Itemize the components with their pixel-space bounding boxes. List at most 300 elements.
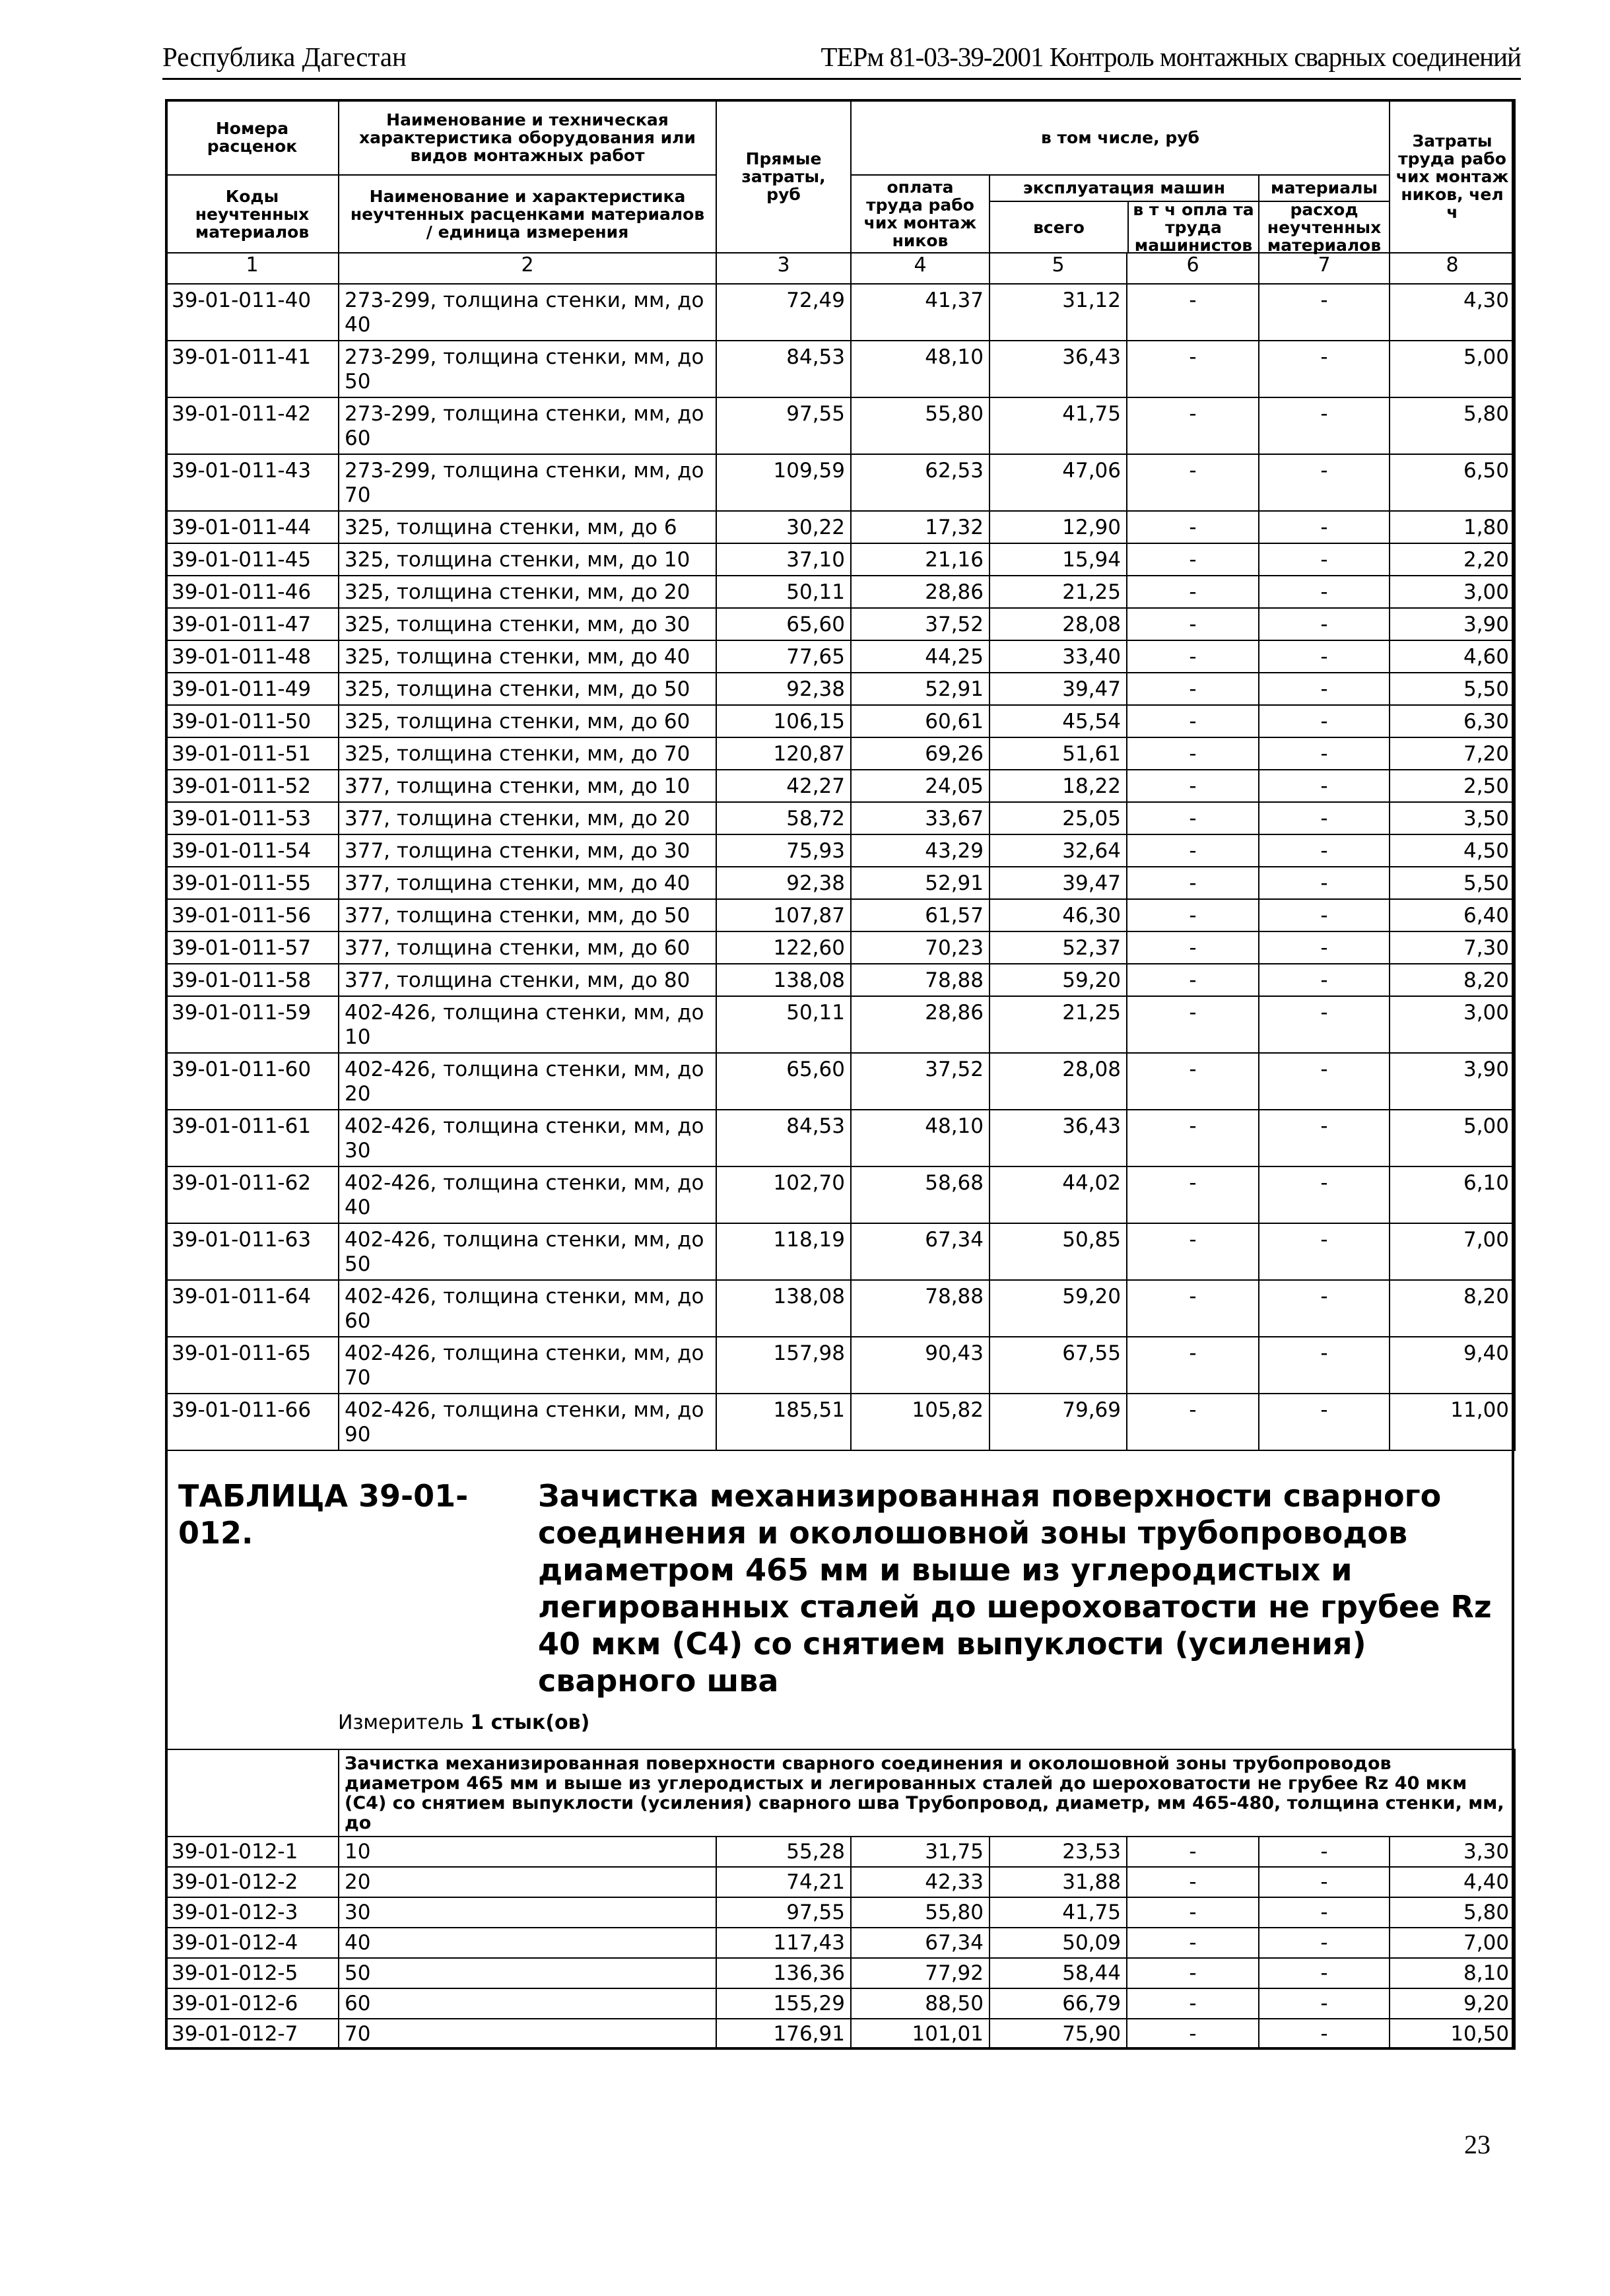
- cell-3: 55,28: [716, 1837, 851, 1867]
- cell-4: 78,88: [851, 1280, 989, 1337]
- cell-2: 40: [339, 1928, 716, 1958]
- cell-6: -: [1127, 1110, 1259, 1166]
- cell-1: 39-01-012-5: [166, 1958, 339, 1988]
- cell-7: -: [1259, 770, 1390, 802]
- cell-7: -: [1259, 673, 1390, 705]
- col-direct-costs: Прямые затраты, руб: [716, 100, 851, 253]
- cell-6: -: [1127, 284, 1259, 341]
- cell-7: -: [1259, 1280, 1390, 1337]
- machines-label: эксплуатация машин: [990, 176, 1258, 202]
- unit-label: Измеритель: [338, 1711, 464, 1734]
- cell-1: 39-01-011-54: [166, 834, 339, 867]
- cell-4: 52,91: [851, 867, 989, 899]
- cell-8: 5,00: [1390, 1110, 1515, 1166]
- cell-3: 138,08: [716, 964, 851, 996]
- column-number: 4: [851, 253, 989, 284]
- cell-3: 92,38: [716, 867, 851, 899]
- cell-1: 39-01-011-48: [166, 640, 339, 673]
- cell-6: -: [1127, 1223, 1259, 1280]
- cell-1: 39-01-011-47: [166, 608, 339, 640]
- table-description: Зачистка механизированная поверхности сварного соединения и околошовной зоны трубопроводов диаметром 465 мм и выше из углеродистых и легированных сталей до шероховатости не грубее Rz 40 мкм (С4) со снятием выпуклости (усиления) сварного шва Трубопровод, диаметр, мм 465-480, толщина стенки, мм, до: [339, 1749, 1515, 1837]
- cell-1: 39-01-011-43: [166, 454, 339, 511]
- cell-6: -: [1127, 576, 1259, 608]
- cell-8: 7,00: [1390, 1223, 1515, 1280]
- cell-5: 50,85: [989, 1223, 1127, 1280]
- cell-3: 185,51: [716, 1394, 851, 1450]
- cell-5: 36,43: [989, 1110, 1127, 1166]
- cell-3: 50,11: [716, 996, 851, 1053]
- cell-5: 41,75: [989, 1897, 1127, 1928]
- cell-8: 5,80: [1390, 1897, 1515, 1928]
- cell-6: -: [1127, 1280, 1259, 1337]
- cell-1: 39-01-012-2: [166, 1867, 339, 1897]
- cell-3: 84,53: [716, 1110, 851, 1166]
- cell-3: 97,55: [716, 1897, 851, 1928]
- cell-8: 6,40: [1390, 899, 1515, 931]
- cell-4: 17,32: [851, 511, 989, 543]
- cell-8: 1,80: [1390, 511, 1515, 543]
- cell-7: -: [1259, 1867, 1390, 1897]
- cell-8: 11,00: [1390, 1394, 1515, 1450]
- header-region: Республика Дагестан: [162, 42, 407, 72]
- cell-8: 8,10: [1390, 1958, 1515, 1988]
- cell-3: 102,70: [716, 1166, 851, 1223]
- cell-6: -: [1127, 1337, 1259, 1394]
- cell-8: 5,00: [1390, 341, 1515, 397]
- cell-1: 39-01-011-64: [166, 1280, 339, 1337]
- column-number: 7: [1259, 253, 1390, 284]
- cell-1: 39-01-012-4: [166, 1928, 339, 1958]
- cell-4: 41,37: [851, 284, 989, 341]
- cell-6: -: [1127, 1867, 1259, 1897]
- cell-2: 20: [339, 1867, 716, 1897]
- cell-1: 39-01-012-7: [166, 2019, 339, 2049]
- cell-8: 4,40: [1390, 1867, 1515, 1897]
- cell-2: 402-426, толщина стенки, мм, до 20: [339, 1053, 716, 1110]
- cell-3: 42,27: [716, 770, 851, 802]
- cell-6: -: [1127, 737, 1259, 770]
- cell-1: 39-01-012-1: [166, 1837, 339, 1867]
- cell-2: 50: [339, 1958, 716, 1988]
- cell-7: -: [1259, 1223, 1390, 1280]
- cell-2: 325, толщина стенки, мм, до 70: [339, 737, 716, 770]
- cell-2: 377, толщина стенки, мм, до 30: [339, 834, 716, 867]
- cell-8: 3,90: [1390, 608, 1515, 640]
- cell-4: 21,16: [851, 543, 989, 576]
- cell-5: 52,37: [989, 931, 1127, 964]
- cell-4: 55,80: [851, 1897, 989, 1928]
- cell-1: 39-01-011-44: [166, 511, 339, 543]
- materials-label: материалы: [1259, 176, 1389, 202]
- cell-1: 39-01-011-53: [166, 802, 339, 834]
- cell-5: 46,30: [989, 899, 1127, 931]
- cell-1: 39-01-011-60: [166, 1053, 339, 1110]
- cell-6: -: [1127, 511, 1259, 543]
- cell-7: -: [1259, 1053, 1390, 1110]
- col-labor-pay: оплата труда рабо чих монтаж ников: [851, 175, 989, 253]
- cell-5: 25,05: [989, 802, 1127, 834]
- unit-value: 1 стык(ов): [470, 1711, 590, 1734]
- cell-2: 377, толщина стенки, мм, до 80: [339, 964, 716, 996]
- cell-3: 136,36: [716, 1958, 851, 1988]
- cell-7: -: [1259, 834, 1390, 867]
- cell-1: 39-01-011-45: [166, 543, 339, 576]
- cell-5: 31,12: [989, 284, 1127, 341]
- cell-4: 62,53: [851, 454, 989, 511]
- cell-3: 97,55: [716, 397, 851, 454]
- col-group-including: в том числе, руб: [851, 100, 1390, 175]
- cell-6: -: [1127, 454, 1259, 511]
- cell-5: 31,88: [989, 1867, 1127, 1897]
- cell-2: 325, толщина стенки, мм, до 60: [339, 705, 716, 737]
- cell-3: 157,98: [716, 1337, 851, 1394]
- cell-5: 58,44: [989, 1958, 1127, 1988]
- cell-7: -: [1259, 576, 1390, 608]
- cell-3: 72,49: [716, 284, 851, 341]
- cell-2: 402-426, толщина стенки, мм, до 10: [339, 996, 716, 1053]
- col-labor-hours: Затраты труда рабо чих монтаж ников, чел ч: [1390, 100, 1515, 253]
- table-title: Зачистка механизированная поверхности сварного соединения и околошовной зоны трубопроводов диаметром 465 мм и выше из углеродистых и легированных сталей до шероховатости не грубее Rz 40 мкм (С4) со снятием выпуклости (усиления) сварного шва: [538, 1478, 1492, 1699]
- cell-1: 39-01-011-52: [166, 770, 339, 802]
- cell-2: 377, толщина стенки, мм, до 20: [339, 802, 716, 834]
- cell-1: 39-01-011-49: [166, 673, 339, 705]
- cell-2: 10: [339, 1837, 716, 1867]
- cell-6: -: [1127, 964, 1259, 996]
- cell-6: -: [1127, 543, 1259, 576]
- cell-5: 28,08: [989, 608, 1127, 640]
- cell-5: 59,20: [989, 964, 1127, 996]
- cell-4: 48,10: [851, 1110, 989, 1166]
- cell-4: 61,57: [851, 899, 989, 931]
- cell-1: 39-01-011-50: [166, 705, 339, 737]
- cell-4: 37,52: [851, 1053, 989, 1110]
- cell-2: 325, толщина стенки, мм, до 30: [339, 608, 716, 640]
- cell-1: 39-01-011-56: [166, 899, 339, 931]
- cell-8: 3,50: [1390, 802, 1515, 834]
- cell-7: -: [1259, 1166, 1390, 1223]
- cell-8: 3,00: [1390, 996, 1515, 1053]
- cell-7: -: [1259, 2019, 1390, 2049]
- cell-3: 77,65: [716, 640, 851, 673]
- cell-5: 41,75: [989, 397, 1127, 454]
- cell-5: 32,64: [989, 834, 1127, 867]
- cell-8: 9,40: [1390, 1337, 1515, 1394]
- page-frame: [165, 99, 1514, 2050]
- cell-1: 39-01-012-6: [166, 1988, 339, 2019]
- cell-2: 325, толщина стенки, мм, до 20: [339, 576, 716, 608]
- cell-7: -: [1259, 1988, 1390, 2019]
- cell-6: -: [1127, 1988, 1259, 2019]
- cell-2: 273-299, толщина стенки, мм, до 50: [339, 341, 716, 397]
- cell-1: 39-01-011-59: [166, 996, 339, 1053]
- cell-7: -: [1259, 1337, 1390, 1394]
- cell-3: 155,29: [716, 1988, 851, 2019]
- cell-8: 3,90: [1390, 1053, 1515, 1110]
- cell-7: -: [1259, 931, 1390, 964]
- col-material-name: Наименование и характеристика неучтенных расценками материалов / единица измерения: [339, 175, 716, 253]
- cell-7: -: [1259, 543, 1390, 576]
- cell-1: 39-01-011-63: [166, 1223, 339, 1280]
- cell-4: 88,50: [851, 1988, 989, 2019]
- cell-8: 7,00: [1390, 1928, 1515, 1958]
- cell-7: -: [1259, 867, 1390, 899]
- cell-5: 67,55: [989, 1337, 1127, 1394]
- cell-8: 2,50: [1390, 770, 1515, 802]
- col-material-consumption: расход неучтенных материалов: [1267, 199, 1382, 255]
- cell-4: 67,34: [851, 1223, 989, 1280]
- header-rule: [162, 78, 1521, 80]
- col-material-codes: Коды неучтенных материалов: [166, 175, 339, 253]
- cell-6: -: [1127, 705, 1259, 737]
- cell-2: 377, толщина стенки, мм, до 50: [339, 899, 716, 931]
- cell-7: -: [1259, 964, 1390, 996]
- cell-4: 77,92: [851, 1958, 989, 1988]
- cell-5: 18,22: [989, 770, 1127, 802]
- cell-7: -: [1259, 802, 1390, 834]
- cell-1: 39-01-011-65: [166, 1337, 339, 1394]
- cell-5: 59,20: [989, 1280, 1127, 1337]
- cell-5: 28,08: [989, 1053, 1127, 1110]
- cell-6: -: [1127, 1053, 1259, 1110]
- cell-6: -: [1127, 673, 1259, 705]
- cell-4: 101,01: [851, 2019, 989, 2049]
- cell-7: -: [1259, 397, 1390, 454]
- cell-6: -: [1127, 899, 1259, 931]
- cell-8: 10,50: [1390, 2019, 1515, 2049]
- cell-1: 39-01-012-3: [166, 1897, 339, 1928]
- cell-7: -: [1259, 1394, 1390, 1450]
- cell-3: 122,60: [716, 931, 851, 964]
- cell-6: -: [1127, 1166, 1259, 1223]
- cell-2: 325, толщина стенки, мм, до 6: [339, 511, 716, 543]
- cell-5: 44,02: [989, 1166, 1127, 1223]
- cell-7: -: [1259, 511, 1390, 543]
- header-document-title: ТЕРм 81-03-39-2001 Контроль монтажных сварных соединений: [821, 42, 1521, 72]
- cell-2: 402-426, толщина стенки, мм, до 60: [339, 1280, 716, 1337]
- cell-2: 70: [339, 2019, 716, 2049]
- cell-8: 4,50: [1390, 834, 1515, 867]
- cell-6: -: [1127, 1897, 1259, 1928]
- cell-2: 377, толщина стенки, мм, до 40: [339, 867, 716, 899]
- cell-2: 273-299, толщина стенки, мм, до 40: [339, 284, 716, 341]
- cell-1: 39-01-011-61: [166, 1110, 339, 1166]
- cell-8: 3,30: [1390, 1837, 1515, 1867]
- cell-4: 43,29: [851, 834, 989, 867]
- cell-2: 402-426, толщина стенки, мм, до 30: [339, 1110, 716, 1166]
- cell-7: -: [1259, 1110, 1390, 1166]
- cell-3: 106,15: [716, 705, 851, 737]
- cell-7: -: [1259, 1897, 1390, 1928]
- cell-8: 5,50: [1390, 867, 1515, 899]
- cell-1: 39-01-011-62: [166, 1166, 339, 1223]
- table-label: ТАБЛИЦА 39-01-012.: [178, 1478, 469, 1551]
- col-rate-numbers: Номера расценок: [166, 100, 339, 175]
- cell-6: -: [1127, 996, 1259, 1053]
- cell-3: 30,22: [716, 511, 851, 543]
- cell-4: 33,67: [851, 802, 989, 834]
- cell-2: 325, толщина стенки, мм, до 10: [339, 543, 716, 576]
- cell-6: -: [1127, 608, 1259, 640]
- column-number: 2: [339, 253, 716, 284]
- cell-1: 39-01-011-51: [166, 737, 339, 770]
- cell-5: 39,47: [989, 673, 1127, 705]
- cell-6: -: [1127, 834, 1259, 867]
- column-number: 1: [166, 253, 339, 284]
- cell-1: 39-01-011-41: [166, 341, 339, 397]
- cell-8: 4,30: [1390, 284, 1515, 341]
- cell-5: 36,43: [989, 341, 1127, 397]
- cell-3: 84,53: [716, 341, 851, 397]
- col-machinists-pay: в т ч опла та труда машинистов: [1133, 199, 1254, 255]
- cell-4: 70,23: [851, 931, 989, 964]
- cell-8: 6,10: [1390, 1166, 1515, 1223]
- col-machines-total: всего: [990, 202, 1129, 252]
- cell-8: 7,30: [1390, 931, 1515, 964]
- cell-2: 402-426, толщина стенки, мм, до 70: [339, 1337, 716, 1394]
- cell-5: 47,06: [989, 454, 1127, 511]
- cell-2: 60: [339, 1988, 716, 2019]
- cell-7: -: [1259, 705, 1390, 737]
- cell-7: -: [1259, 284, 1390, 341]
- cell-3: 107,87: [716, 899, 851, 931]
- cell-8: 8,20: [1390, 1280, 1515, 1337]
- cell-7: -: [1259, 640, 1390, 673]
- cell-2: 402-426, толщина стенки, мм, до 40: [339, 1166, 716, 1223]
- cell-8: 5,80: [1390, 397, 1515, 454]
- cell-6: -: [1127, 341, 1259, 397]
- cell-3: 65,60: [716, 608, 851, 640]
- cell-8: 9,20: [1390, 1988, 1515, 2019]
- cell-6: -: [1127, 397, 1259, 454]
- cell-8: 2,20: [1390, 543, 1515, 576]
- cell-4: 28,86: [851, 576, 989, 608]
- cell-5: 45,54: [989, 705, 1127, 737]
- cell-4: 28,86: [851, 996, 989, 1053]
- cell-8: 6,30: [1390, 705, 1515, 737]
- cell-3: 75,93: [716, 834, 851, 867]
- cell-3: 118,19: [716, 1223, 851, 1280]
- cell-7: -: [1259, 608, 1390, 640]
- column-number: 3: [716, 253, 851, 284]
- page-number: 23: [1464, 2130, 1491, 2159]
- cell-5: 51,61: [989, 737, 1127, 770]
- cell-6: -: [1127, 1394, 1259, 1450]
- cell-3: 120,87: [716, 737, 851, 770]
- cell-2: 377, толщина стенки, мм, до 10: [339, 770, 716, 802]
- cell-6: -: [1127, 867, 1259, 899]
- cell-6: -: [1127, 770, 1259, 802]
- column-number: 8: [1390, 253, 1515, 284]
- cell-6: -: [1127, 1928, 1259, 1958]
- cell-4: 69,26: [851, 737, 989, 770]
- cell-2: 325, толщина стенки, мм, до 40: [339, 640, 716, 673]
- cell-7: -: [1259, 996, 1390, 1053]
- cell-5: 75,90: [989, 2019, 1127, 2049]
- cell-2: 273-299, толщина стенки, мм, до 60: [339, 397, 716, 454]
- cell-5: 21,25: [989, 996, 1127, 1053]
- cell-4: 58,68: [851, 1166, 989, 1223]
- cell-5: 21,25: [989, 576, 1127, 608]
- cell-4: 67,34: [851, 1928, 989, 1958]
- cell-2: 377, толщина стенки, мм, до 60: [339, 931, 716, 964]
- cell-7: -: [1259, 1837, 1390, 1867]
- cell-4: 60,61: [851, 705, 989, 737]
- cell-2: 273-299, толщина стенки, мм, до 70: [339, 454, 716, 511]
- cell-2: 30: [339, 1897, 716, 1928]
- cell-3: 176,91: [716, 2019, 851, 2049]
- cell-5: 39,47: [989, 867, 1127, 899]
- cell-4: 90,43: [851, 1337, 989, 1394]
- cell-3: 109,59: [716, 454, 851, 511]
- cell-6: -: [1127, 931, 1259, 964]
- col-work-name: Наименование и техническая характеристика оборудования или видов монтажных работ: [339, 100, 716, 175]
- cell-7: -: [1259, 341, 1390, 397]
- cell-8: 8,20: [1390, 964, 1515, 996]
- cell-7: -: [1259, 737, 1390, 770]
- cell-6: -: [1127, 2019, 1259, 2049]
- cell-7: -: [1259, 454, 1390, 511]
- page-header: [162, 41, 1521, 87]
- cell-5: 33,40: [989, 640, 1127, 673]
- column-number: 6: [1127, 253, 1259, 284]
- cell-8: 4,60: [1390, 640, 1515, 673]
- cell-2: 402-426, толщина стенки, мм, до 90: [339, 1394, 716, 1450]
- cell-5: 50,09: [989, 1928, 1127, 1958]
- cell-8: 3,00: [1390, 576, 1515, 608]
- cell-3: 117,43: [716, 1928, 851, 1958]
- cell-3: 92,38: [716, 673, 851, 705]
- cell-6: -: [1127, 802, 1259, 834]
- cell-3: 37,10: [716, 543, 851, 576]
- cell-5: 79,69: [989, 1394, 1127, 1450]
- cell-5: 23,53: [989, 1837, 1127, 1867]
- cell-1: 39-01-011-57: [166, 931, 339, 964]
- cell-4: 44,25: [851, 640, 989, 673]
- cell-6: -: [1127, 1958, 1259, 1988]
- cell-4: 37,52: [851, 608, 989, 640]
- cell-3: 50,11: [716, 576, 851, 608]
- cell-4: 55,80: [851, 397, 989, 454]
- cell-1: 39-01-011-55: [166, 867, 339, 899]
- cell-6: -: [1127, 640, 1259, 673]
- cell-2: 325, толщина стенки, мм, до 50: [339, 673, 716, 705]
- cell-3: 65,60: [716, 1053, 851, 1110]
- cell-8: 6,50: [1390, 454, 1515, 511]
- cell-1: 39-01-011-40: [166, 284, 339, 341]
- cell-1: 39-01-011-46: [166, 576, 339, 608]
- cell-4: 24,05: [851, 770, 989, 802]
- cell-1: 39-01-011-58: [166, 964, 339, 996]
- cell-8: 7,20: [1390, 737, 1515, 770]
- cell-8: 5,50: [1390, 673, 1515, 705]
- column-number: 5: [989, 253, 1127, 284]
- cell-4: 48,10: [851, 341, 989, 397]
- cell-5: 15,94: [989, 543, 1127, 576]
- cell-4: 105,82: [851, 1394, 989, 1450]
- cell-1: 39-01-011-66: [166, 1394, 339, 1450]
- cell-1: 39-01-011-42: [166, 397, 339, 454]
- cell-4: 78,88: [851, 964, 989, 996]
- cell-6: -: [1127, 1837, 1259, 1867]
- cell-7: -: [1259, 1928, 1390, 1958]
- cell-3: 74,21: [716, 1867, 851, 1897]
- cell-5: 12,90: [989, 511, 1127, 543]
- cell-5: 66,79: [989, 1988, 1127, 2019]
- cell-4: 31,75: [851, 1837, 989, 1867]
- cell-3: 58,72: [716, 802, 851, 834]
- cell-7: -: [1259, 1958, 1390, 1988]
- cell-7: -: [1259, 899, 1390, 931]
